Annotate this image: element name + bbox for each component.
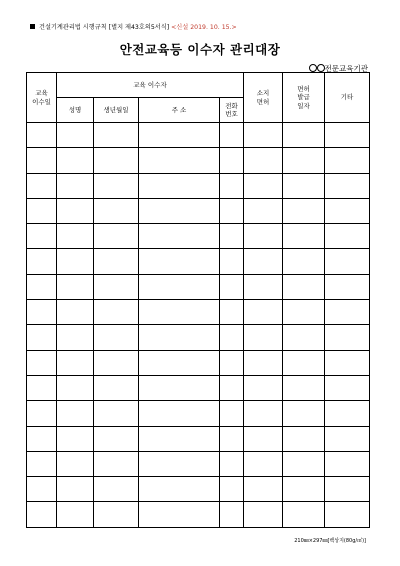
header-issue-date: 면허 발급 일자	[283, 73, 325, 123]
table-cell[interactable]	[283, 426, 325, 451]
table-cell[interactable]	[220, 350, 244, 375]
table-cell[interactable]	[57, 350, 94, 375]
table-cell[interactable]	[139, 123, 220, 148]
table-cell[interactable]	[94, 451, 139, 476]
table-cell[interactable]	[57, 123, 94, 148]
table-cell[interactable]	[27, 274, 57, 299]
table-cell[interactable]	[27, 350, 57, 375]
table-cell[interactable]	[27, 123, 57, 148]
table-cell[interactable]	[220, 325, 244, 350]
table-row	[27, 502, 370, 527]
table-cell[interactable]	[57, 401, 94, 426]
table-cell[interactable]	[27, 325, 57, 350]
table-cell[interactable]	[27, 401, 57, 426]
table-cell[interactable]	[57, 198, 94, 223]
table-cell[interactable]	[244, 148, 283, 173]
square-bullet-icon	[30, 24, 35, 29]
table-cell[interactable]	[244, 249, 283, 274]
table-row	[27, 173, 370, 198]
table-cell[interactable]	[139, 274, 220, 299]
table-cell[interactable]	[94, 274, 139, 299]
table-cell[interactable]	[27, 375, 57, 400]
table-cell[interactable]	[27, 502, 57, 527]
header-remarks: 기타	[325, 73, 370, 123]
table-cell[interactable]	[283, 249, 325, 274]
table-cell[interactable]	[220, 426, 244, 451]
page-title: 안전교육등 이수자 관리대장	[119, 42, 281, 57]
table-cell[interactable]	[244, 274, 283, 299]
table-cell[interactable]	[244, 198, 283, 223]
header-trainee-group: 교육 이수자	[57, 73, 244, 98]
table-cell[interactable]	[220, 249, 244, 274]
table-cell[interactable]	[283, 198, 325, 223]
table-cell[interactable]	[244, 477, 283, 502]
table-cell[interactable]	[283, 502, 325, 527]
table-cell[interactable]	[220, 198, 244, 223]
table-cell[interactable]	[94, 173, 139, 198]
table-cell[interactable]	[94, 502, 139, 527]
table-cell[interactable]	[139, 502, 220, 527]
table-cell[interactable]	[244, 224, 283, 249]
table-cell[interactable]	[325, 375, 370, 400]
amendment-date: <신설 2019. 10. 15.>	[171, 24, 237, 31]
table-cell[interactable]	[325, 426, 370, 451]
table-cell[interactable]	[139, 224, 220, 249]
table-cell[interactable]	[94, 249, 139, 274]
table-cell[interactable]	[283, 123, 325, 148]
table-cell[interactable]	[244, 173, 283, 198]
circle-placeholder-icon	[317, 64, 325, 72]
header-birthdate: 생년월일	[94, 98, 139, 123]
table-cell[interactable]	[283, 224, 325, 249]
table-cell[interactable]	[57, 451, 94, 476]
table-cell[interactable]	[94, 426, 139, 451]
table-cell[interactable]	[94, 224, 139, 249]
table-cell[interactable]	[94, 148, 139, 173]
table-cell[interactable]	[94, 477, 139, 502]
table-cell[interactable]	[283, 325, 325, 350]
table-row	[27, 401, 370, 426]
table-cell[interactable]	[57, 274, 94, 299]
header-completion-date: 교육 이수일	[27, 73, 57, 123]
table-cell[interactable]	[220, 148, 244, 173]
table-cell[interactable]	[244, 502, 283, 527]
table-cell[interactable]	[27, 451, 57, 476]
table-cell[interactable]	[57, 375, 94, 400]
table-cell[interactable]	[283, 375, 325, 400]
table-cell[interactable]	[325, 350, 370, 375]
table-cell[interactable]	[94, 375, 139, 400]
table-cell[interactable]	[57, 224, 94, 249]
table-row	[27, 300, 370, 325]
table-cell[interactable]	[283, 477, 325, 502]
table-row	[27, 224, 370, 249]
table-cell[interactable]	[325, 300, 370, 325]
table-cell[interactable]	[283, 350, 325, 375]
table-cell[interactable]	[27, 426, 57, 451]
table-cell[interactable]	[244, 123, 283, 148]
table-cell[interactable]	[139, 249, 220, 274]
table-cell[interactable]	[57, 325, 94, 350]
table-cell[interactable]	[94, 325, 139, 350]
table-cell[interactable]	[325, 274, 370, 299]
table-cell[interactable]	[283, 451, 325, 476]
table-cell[interactable]	[220, 502, 244, 527]
table-cell[interactable]	[244, 451, 283, 476]
table-cell[interactable]	[27, 148, 57, 173]
table-body	[27, 123, 370, 528]
table-cell[interactable]	[283, 274, 325, 299]
table-cell[interactable]	[139, 375, 220, 400]
table-cell[interactable]	[325, 123, 370, 148]
table-cell[interactable]	[325, 451, 370, 476]
table-cell[interactable]	[27, 224, 57, 249]
table-cell[interactable]	[139, 148, 220, 173]
table-cell[interactable]	[57, 300, 94, 325]
table-cell[interactable]	[325, 148, 370, 173]
form-reference-text: 건설기계관리법 시행규칙 [별지 제43호의5서식]	[39, 24, 170, 31]
table-cell[interactable]	[57, 502, 94, 527]
table-cell[interactable]	[94, 300, 139, 325]
table-cell[interactable]	[27, 300, 57, 325]
table-row	[27, 249, 370, 274]
table-cell[interactable]	[57, 173, 94, 198]
institution-text: 전문교육기관	[324, 64, 368, 73]
table-cell[interactable]	[325, 173, 370, 198]
table-cell[interactable]	[220, 274, 244, 299]
table-row	[27, 198, 370, 223]
table-cell[interactable]	[94, 198, 139, 223]
table-cell[interactable]	[244, 375, 283, 400]
table-cell[interactable]	[244, 401, 283, 426]
table-cell[interactable]	[283, 300, 325, 325]
table-cell[interactable]	[139, 173, 220, 198]
table-cell[interactable]	[57, 477, 94, 502]
header-address: 주 소	[139, 98, 220, 123]
table-cell[interactable]	[27, 477, 57, 502]
table-cell[interactable]	[220, 173, 244, 198]
header-name: 성명	[57, 98, 94, 123]
table-row	[27, 325, 370, 350]
table-cell[interactable]	[325, 249, 370, 274]
table-row	[27, 426, 370, 451]
table-cell[interactable]	[220, 224, 244, 249]
table-cell[interactable]	[244, 426, 283, 451]
table-cell[interactable]	[244, 325, 283, 350]
table-cell[interactable]	[57, 426, 94, 451]
form-reference-note	[30, 22, 237, 31]
table-cell[interactable]	[27, 249, 57, 274]
table-cell[interactable]	[27, 198, 57, 223]
table-cell[interactable]	[325, 477, 370, 502]
table-row	[27, 451, 370, 476]
table-cell[interactable]	[139, 325, 220, 350]
table-cell[interactable]	[325, 502, 370, 527]
table-cell[interactable]	[139, 426, 220, 451]
table-row	[27, 148, 370, 173]
table-cell[interactable]	[139, 300, 220, 325]
table-cell[interactable]	[220, 451, 244, 476]
table-cell[interactable]	[57, 249, 94, 274]
table-cell[interactable]	[283, 401, 325, 426]
table-cell[interactable]	[325, 401, 370, 426]
table-cell[interactable]	[220, 300, 244, 325]
table-cell[interactable]	[94, 350, 139, 375]
table-cell[interactable]	[220, 401, 244, 426]
table-cell[interactable]	[139, 477, 220, 502]
circle-placeholder-icon	[309, 64, 317, 72]
table-cell[interactable]	[139, 451, 220, 476]
table-row	[27, 375, 370, 400]
table-cell[interactable]	[139, 401, 220, 426]
trainee-register-table	[26, 72, 370, 528]
table-row	[27, 477, 370, 502]
table-cell[interactable]	[244, 350, 283, 375]
table-cell[interactable]	[27, 173, 57, 198]
table-cell[interactable]	[325, 198, 370, 223]
header-phone: 전화 번호	[220, 98, 244, 123]
table-cell[interactable]	[220, 477, 244, 502]
table-cell[interactable]	[283, 148, 325, 173]
table-cell[interactable]	[139, 198, 220, 223]
table-cell[interactable]	[94, 123, 139, 148]
table-cell[interactable]	[244, 300, 283, 325]
table-cell[interactable]	[220, 123, 244, 148]
table-cell[interactable]	[139, 350, 220, 375]
paper-size-note: 210㎜×297㎜[백상지(80g/㎡)]	[294, 538, 366, 544]
table-cell[interactable]	[94, 401, 139, 426]
header-license: 소지 면허	[244, 73, 283, 123]
table-row	[27, 350, 370, 375]
table-row	[27, 274, 370, 299]
table-cell[interactable]	[325, 224, 370, 249]
table-cell[interactable]	[283, 173, 325, 198]
table-row	[27, 123, 370, 148]
table-cell[interactable]	[220, 375, 244, 400]
table-cell[interactable]	[57, 148, 94, 173]
table-cell[interactable]	[325, 325, 370, 350]
